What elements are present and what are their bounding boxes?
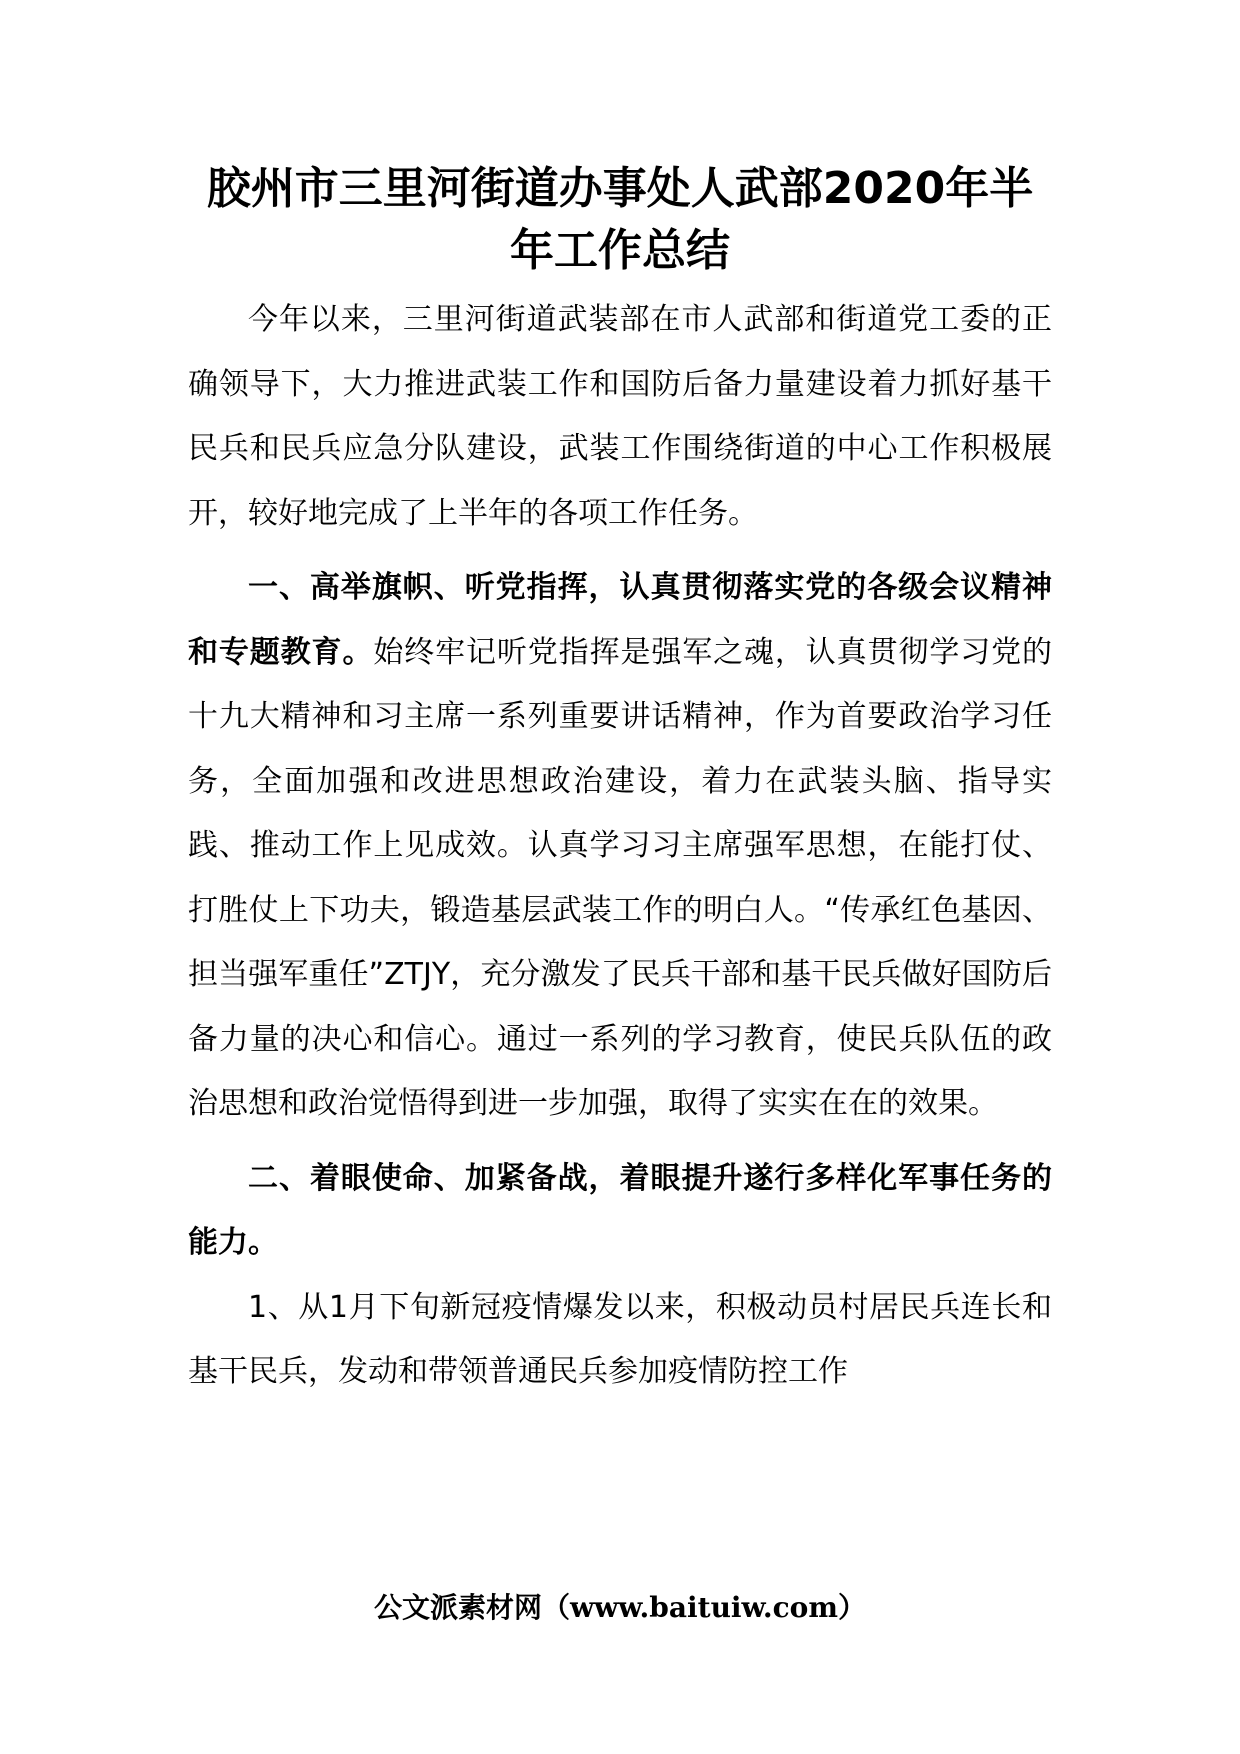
item-1-paragraph: 1、从1月下旬新冠疫情爆发以来，积极动员村居民兵连长和基干民兵，发动和带领普通民兵参加疫情防控工作 — [188, 1289, 1052, 1389]
document-title — [170, 158, 1070, 282]
section-1-body: 始终牢记听党指挥是强军之魂，认真贯彻学习党的十九大精神和习主席一系列重要讲话精神，作为首要政治学习任务，全面加强和改进思想政治建设，着力在武装头脑、指导实践、推动工作上见成效。认真学习习主席强军思想，在能打仗、打胜仗上下功夫，锻造基层武装工作的明白人。“传承红色基因、担当强军重任”ZTJY，充分激发了民兵干部和基干民兵做好国防后备力量的决心和信心。通过一系列的学习教育，使民兵队伍的政治思想和政治觉悟得到进一步加强，取得了实实在在的效果。 — [188, 634, 1053, 1121]
title-line-2: 年工作总结 — [510, 225, 730, 276]
footer-watermark: 公文派素材网（www.baituiw.com） — [374, 1591, 866, 1624]
section-2-heading: 二、着眼使命、加紧备战，着眼提升遂行多样化军事任务的能力。 — [188, 1160, 1052, 1260]
document-body — [188, 288, 1052, 1405]
section-1-paragraph — [188, 556, 1052, 1137]
title-line-1: 胶州市三里河街道办事处人武部2020年半 — [206, 163, 1034, 214]
intro-paragraph: 今年以来，三里河街道武装部在市人武部和街道党工委的正确领导下，大力推进武装工作和国防后备力量建设着力抓好基干民兵和民兵应急分队建设，武装工作围绕街道的中心工作积极展开，较好地完成了上半年的各项工作任务。 — [188, 302, 1052, 531]
section-1-heading: 一、高举旗帜、听党指挥，认真贯彻落实党的各级会议精神和专题教育。 — [188, 570, 1052, 670]
